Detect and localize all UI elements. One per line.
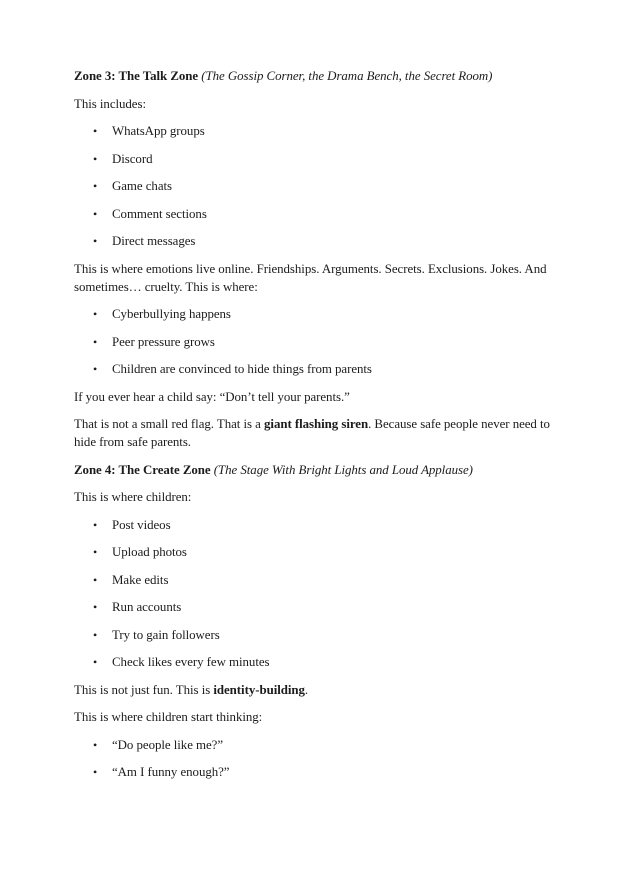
zone3-heading <box>74 67 551 85</box>
zone4-activities-list <box>74 516 551 672</box>
bullet-icon: • <box>93 737 98 752</box>
bullet-icon: • <box>93 600 98 614</box>
zone4-heading-title: Zone 4: The Create Zone <box>74 462 211 477</box>
zone3-heading-title: Zone 3: The Talk Zone <box>74 69 199 83</box>
zone3-siren-paragraph <box>74 415 551 451</box>
bullet-icon: • <box>93 206 98 221</box>
list-item <box>93 122 551 140</box>
list-item-text: Direct messages <box>112 234 196 248</box>
list-item-text: “Am I funny enough?” <box>112 765 230 779</box>
list-item <box>93 205 551 223</box>
zone4-identity-paragraph <box>74 681 551 699</box>
list-item <box>93 653 551 671</box>
bullet-icon: • <box>93 334 98 349</box>
list-item-text: Children are convinced to hide things from parents <box>112 362 372 376</box>
zone3-includes-label: This includes: <box>74 96 146 111</box>
list-item <box>93 543 551 561</box>
zone4-thinking-label: This is where children start thinking: <box>74 710 263 724</box>
identity-text-pre: This is not just fun. This is <box>74 682 214 697</box>
siren-text-bold: giant flashing siren <box>264 417 369 431</box>
zone3-quote-paragraph: If you ever hear a child say: “Don’t tell your parents.” <box>74 389 350 404</box>
zone4-thoughts-list <box>74 736 551 782</box>
list-item-text: Make edits <box>112 572 169 587</box>
list-item <box>93 333 551 351</box>
zone3-channels-list <box>74 122 551 250</box>
list-item-text: Cyberbullying happens <box>112 307 231 321</box>
bullet-icon: • <box>93 124 98 138</box>
bullet-icon: • <box>93 627 98 642</box>
list-item-text: Peer pressure grows <box>112 334 215 349</box>
list-item-text: Post videos <box>112 517 171 532</box>
zone3-emotions-paragraph: This is where emotions live online. Friendships. Arguments. Secrets. Exclusions. Jokes. And sometimes… cruelty. This is where: <box>74 261 547 294</box>
bullet-icon: • <box>93 765 98 779</box>
list-item-text: Run accounts <box>112 600 182 614</box>
list-item <box>93 305 551 323</box>
list-item <box>93 763 551 781</box>
bullet-icon: • <box>93 234 98 248</box>
list-item <box>93 571 551 589</box>
list-item <box>93 598 551 616</box>
bullet-icon: • <box>93 307 98 321</box>
list-item <box>93 736 551 754</box>
list-item <box>93 232 551 250</box>
zone3-heading-subtitle: (The Gossip Corner, the Drama Bench, the Secret Room) <box>198 69 493 83</box>
list-item-text: WhatsApp groups <box>112 124 205 138</box>
bullet-icon: • <box>93 655 98 669</box>
zone3-risks-list <box>74 305 551 378</box>
zone4-heading <box>74 461 551 479</box>
bullet-icon: • <box>93 179 98 193</box>
list-item-text: Discord <box>112 151 153 166</box>
list-item <box>93 177 551 195</box>
list-item-text: Game chats <box>112 179 172 193</box>
identity-text-post: . <box>304 682 309 697</box>
bullet-icon: • <box>93 151 98 166</box>
list-item-text: Comment sections <box>112 206 207 221</box>
zone4-children-label: This is where children: <box>74 490 192 504</box>
bullet-icon: • <box>93 545 98 559</box>
list-item <box>93 516 551 534</box>
document-content <box>74 67 551 791</box>
list-item-text: “Do people like me?” <box>112 737 224 752</box>
list-item <box>93 360 551 378</box>
identity-text-bold: identity-building <box>213 682 305 697</box>
list-item <box>93 150 551 168</box>
list-item <box>93 626 551 644</box>
bullet-icon: • <box>93 517 98 532</box>
list-item-text: Check likes every few minutes <box>112 655 270 669</box>
zone4-heading-subtitle: (The Stage With Bright Lights and Loud Applause) <box>210 462 473 477</box>
bullet-icon: • <box>93 572 98 587</box>
siren-text-post: . Because safe people never need to hide from safe parents. <box>74 417 550 449</box>
bullet-icon: • <box>93 362 98 376</box>
siren-text-pre: That is not a small red flag. That is a <box>74 417 265 431</box>
list-item-text: Upload photos <box>112 545 187 559</box>
list-item-text: Try to gain followers <box>112 627 220 642</box>
